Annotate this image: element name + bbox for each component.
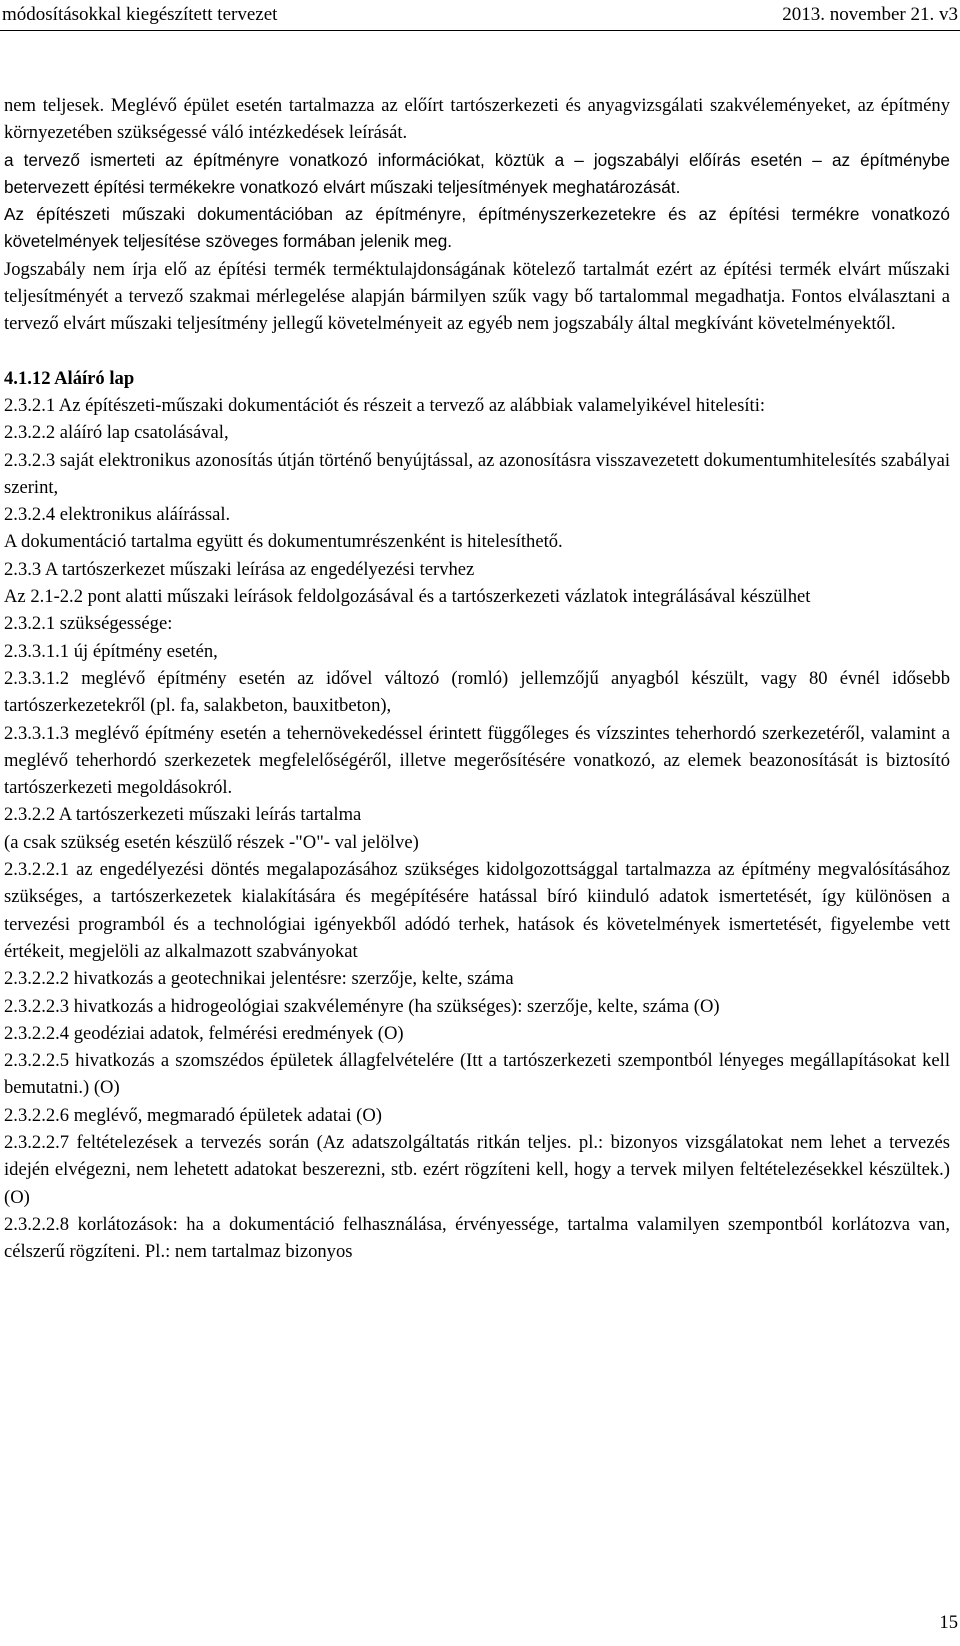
list-item — [4, 419, 950, 446]
list-item — [4, 610, 950, 637]
header-left-text: módosításokkal kiegészített tervezet — [2, 4, 278, 25]
item-text: Az építészeti-műszaki dokumentációt és részeit a tervező az alábbiak valamelyikével hitelesíti: — [58, 394, 766, 416]
list-item — [4, 856, 950, 965]
item-text: feltételezések a tervezés során (Az adatszolgáltatás ritkán teljes. pl.: bizonyos vizsgálatokat nem lehet a tervezés idején elvégezni, nem lehetett adatokat beszerezni, stb. ezért rögzíteni kell, hogy a tervek milyen feltételezésekkel készültek.) (O) — [4, 1131, 950, 1208]
list-item — [4, 501, 950, 528]
item-text: hivatkozás a szomszédos épületek állagfelvételére (Itt a tartószerkezeti szempontból lényeges megállapításokat kell bemutatni.) (O) — [4, 1050, 950, 1099]
list-item — [4, 801, 950, 828]
item-text: (a csak szükség esetén készülő részek -"O"- val jelölve) — [4, 831, 419, 853]
item-number: 2.3.2.2.7 — [4, 1131, 70, 1153]
item-text: új építmény esetén, — [73, 640, 218, 662]
list-item — [4, 965, 950, 992]
item-text: A tartószerkezeti műszaki leírás tartalma — [58, 804, 362, 826]
item-text: Az 2.1-2.2 pont alatti műszaki leírások feldolgozásával és a tartószerkezeti vázlatok integrálásával készülhet — [4, 586, 811, 608]
item-number: 2.3.2.1 — [4, 613, 56, 635]
item-text: geodéziai adatok, felmérési eredmények (O) — [73, 1022, 404, 1044]
list-item — [4, 1102, 950, 1129]
list-item — [4, 829, 950, 856]
page-number: 15 — [939, 1612, 958, 1633]
list-item — [4, 1047, 950, 1102]
item-number: 2.3.2.2.2 — [4, 968, 70, 990]
item-number: 2.3.3.1.1 — [4, 640, 70, 662]
list-item — [4, 993, 950, 1020]
item-number: 2.3.3 — [4, 558, 42, 580]
list-item — [4, 638, 950, 665]
item-number: 2.3.2.2.3 — [4, 995, 70, 1017]
header-right-text: 2013. november 21. v3 — [782, 4, 958, 25]
item-number: 2.3.2.2.5 — [4, 1050, 70, 1072]
item-text: A tartószerkezet műszaki leírása az engedélyezési tervhez — [44, 558, 475, 580]
document-body — [4, 92, 950, 1265]
item-text: A dokumentáció tartalma együtt és dokumentumrészenként is hitelesíthető. — [4, 531, 563, 553]
item-text: elektronikus aláírással. — [59, 504, 231, 526]
paragraph: a tervező ismerteti az építményre vonatkozó információkat, köztük a – jogszabályi előírás esetén – az építménybe betervezett építési termékekre vonatkozó elvárt műszaki teljesítmények meghatározását. — [4, 149, 950, 197]
list-item — [4, 528, 950, 555]
item-text: meglévő, megmaradó épületek adatai (O) — [73, 1104, 382, 1126]
item-text: az engedélyezési döntés megalapozásához szükséges kidolgozottsággal tartalmazza az építmény megvalósításához szükséges, a tartószerkezetek kialakítására és megépítésére hatással bíró kiinduló adatok ismertetését, így különösen a tervezési programból és a technológiai igényekből adódó terhek, hatások és követelmények ismertetését, figyelembe vett értékeit, megjelöli az alkalmazott szabványokat — [4, 859, 950, 962]
item-number: 2.3.2.2.1 — [4, 859, 70, 881]
list-item — [4, 1211, 950, 1266]
list-item — [4, 447, 950, 502]
list-item — [4, 720, 950, 802]
paragraph: nem teljesek. Meglévő épület esetén tartalmazza az előírt tartószerkezeti és anyagvizsgálati szakvéleményeket, az építmény környezetében szükségessé váló intézkedések leírását. — [4, 95, 950, 144]
item-number: 2.3.2.2.6 — [4, 1104, 70, 1126]
item-text: meglévő építmény esetén a tehernövekedéssel érintett függőleges és vízszintes teherhordó szerkezetéről, valamint a meglévő teherhordó szerkezetek megfelelőségéről, illetve megerősítésére vonatkozó, az elemek beazonosítását is biztosító tartószerkezeti megoldásokról. — [4, 722, 950, 799]
item-text: hivatkozás a geotechnikai jelentésre: szerzője, kelte, száma — [73, 968, 514, 990]
item-text: saját elektronikus azonosítás útján történő benyújtással, az azonosításra visszavezetett dokumentumhitelesítés szabályai szerint, — [4, 449, 950, 498]
item-number: 2.3.3.1.3 — [4, 722, 70, 744]
item-number: 2.3.2.4 — [4, 504, 56, 526]
paragraph: Az építészeti műszaki dokumentációban az építményre, építményszerkezetekre és az építési termékre vonatkozó követelmények teljesítése szöveges formában jelenik meg. — [4, 204, 950, 252]
item-number: 2.3.2.3 — [4, 449, 56, 471]
item-text: szükségessége: — [59, 613, 173, 635]
list-item — [4, 583, 950, 610]
item-number: 2.3.2.2.4 — [4, 1022, 70, 1044]
item-text: meglévő építmény esetén az idővel változó (romló) jellemzőjű anyagból készült, vagy 80 évnél idősebb tartószerkezetekről (pl. fa, salakbeton, bauxitbeton), — [4, 667, 950, 717]
list-item — [4, 392, 950, 419]
list-item — [4, 665, 950, 720]
item-number: 2.3.2.2 — [4, 422, 56, 444]
list-item — [4, 556, 950, 583]
paragraph: Jogszabály nem írja elő az építési termék terméktulajdonságának kötelező tartalmát ezért az építési termék elvárt műszaki teljesítményét a tervező szakmai mérlegelése alapján bármilyen szűk vagy bő tartalommal megadhatja. Fontos elválasztani a tervező elvárt műszaki teljesítmény jellegű követelményeit az egyéb nem jogszabály által megkívánt követelményektől. — [4, 258, 950, 335]
item-text: aláíró lap csatolásával, — [59, 422, 229, 444]
item-number: 2.3.2.2.8 — [4, 1213, 70, 1235]
item-number: 2.3.3.1.2 — [4, 667, 70, 689]
numbered-list — [4, 392, 950, 1266]
section-title: 4.1.12 Aláíró lap — [4, 367, 135, 389]
item-number: 2.3.2.1 — [4, 394, 56, 416]
list-item — [4, 1020, 950, 1047]
header-rule — [0, 30, 960, 31]
item-number: 2.3.2.2 — [4, 804, 56, 826]
item-text: korlátozások: ha a dokumentáció felhasználása, érvényessége, tartalma valamilyen szempontból korlátozva van, célszerű rögzíteni. Pl.: nem tartalmaz bizonyos — [4, 1213, 950, 1263]
item-text: hivatkozás a hidrogeológiai szakvéleményre (ha szükséges): szerzője, kelte, száma (O) — [73, 995, 720, 1017]
list-item — [4, 1129, 950, 1211]
page-header — [0, 0, 960, 36]
